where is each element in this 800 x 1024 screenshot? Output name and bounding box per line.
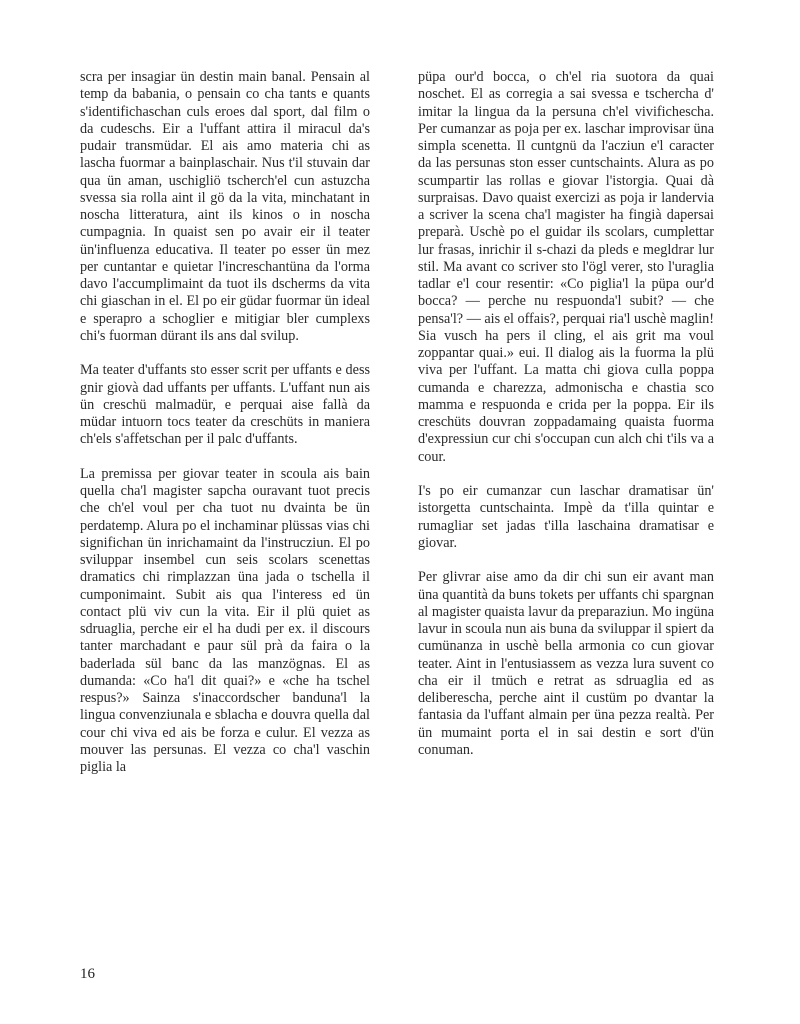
paragraph-left-3: La premissa per giovar teater in scoula ais bain quella cha'l magister sapcha ouravant tuot precis che ch'el voul per cha tuot nu dvainta be ün perdatemp. Alura po el inchaminar plüssas vias chi significhan ün inrichamaint da l'instrucziun. El po sviluppar insembel cun seis scolars scenettas dramatics chi rimplazzan üna jada o tschella il cumponimaint. Subit ais qua l'interess ed ün contact plü viv cun la vita. Eir il plü quiet as sdruaglia, perche eir el ha dudi per ex. il discours tanter marchadant e paur sül prà da faira o la baderlada sül banc da las manzögnas. El as dumanda: «Co ha'l dit quai?» e «che ha tschel respus?» Sainza s'inaccordscher banduna'l la lingua convenziunala e sblacha e douvra quella dal cour chi viva ed ais be forza e culur. El vezza as mouver las persunas. El vezza co cha'l vaschin piglia la <box>80 465 370 775</box>
paragraph-right-3: Per glivrar aise amo da dir chi sun eir avant man üna quantità da buns tokets per uffants chi spargnan al magister quaista lavur da preparaziun. Mo ingüna lavur in scoula nun ais buna da sviluppar il spiert da cumünanza in uschè bella armonia co cun giovar teater. Aint in l'entusiassem as vezza lura suvent co cha eir il tmüch e retrat as sdruaglia ed as deliberescha, perche aint il custüm po dvantar la fantasia da l'uffant almain per üna pezza realtà. Per ün mumaint porta el in sai destin e sort d'ün conuman. <box>418 569 714 758</box>
paragraph-left-2: Ma teater d'uffants sto esser scrit per uffants e dess gnir giovà dad uffants per uffants. L'uffant nun ais ün creschü malmadür, e perquai aise fallà da müdar intuorn tocs teater da creschüts in maniera ch'els s'affetschan per il palc d'uffants. <box>80 362 370 448</box>
page-number: 16 <box>80 966 95 982</box>
paragraph-left-1: scra per insagiar ün destin main banal. Pensain al temp da babania, o pensain co cha tants e quants s'identifichaschan culs eroes dal sport, dal film o da cudeschs. Eir a l'uffant attira il miracul da's pudair transmüdar. El ais amo materia chi as lascha fuormar a bainplaschair. Nus t'il stuvain dar qua ün aman, uschigliö tscherch'el cun astuzcha svessa sia rolla aint il gö da la vita, minchatant in noscha litteratura, aint ils kinos o in noscha cumpagnia. In quaist sen po avair eir il teater ün'influenza educativa. Il teater po esser ün mez per cuntantar e quietar l'increschantüna da l'orma davo l'accumplimaint da tuot ils dscherms da vita chi giaschan in el. El po eir güdar fuormar ün ideal e sperapro a schoglier e mitigiar bler cumplexs chi's fuorman dürant ils ans dal svilup. <box>80 69 370 344</box>
left-column <box>80 69 370 794</box>
paragraph-right-1: püpa our'd bocca, o ch'el ria suotora da quai noschet. El as corregia a sai svessa e tschercha d' imitar la lingua da la persuna ch'el vivifichescha. Per cumanzar as poja per ex. laschar improvisar üna simpla scenetta. Il cuntgnü da l'acziun e'l caracter da las persunas ston esser cuntschaints. Alura as po scumpartir las rollas e giovar l'istorgia. Quai dà surpraisas. Davo quaist exercizi as poja ir landervia a scriver la scena cha'l magister ha fingià dapersai preparà. Uschè po el guidar ils scolars, cumplettar lur frasas, inrichir il s-chazi da pleds e megldrar lur stil. Ma avant co scriver sto l'ögl verer, sto l'uraglia tadlar e'l cour resentir: «Co piglia'l la püpa our'd bocca? — perche nu respuonda'l subit? — che pensa'l? — ais el offais?, perquai ria'l uschè maglin! Sia vusch ha pers il cling, el ais grit ma voul zoppantar quai.» eui. Il dialog ais la fuorma la plü viva per l'uffant. La matta chi giova culla poppa cumanda e charezza, admonischa e chastia sco mamma e respuonda e crida per la poppa. Eir ils creschüts douvran zoppadamaing quaista fuorma d'expressiun cur chi s'occupan cun alch chi t'ils va a cour. <box>418 69 714 465</box>
right-column <box>418 69 714 776</box>
paragraph-right-2: I's po eir cumanzar cun laschar dramatisar ün' istorgetta cuntschainta. Impè da t'illa quintar e rumagliar set jadas t'illa laschaina dramatisar e giovar. <box>418 483 714 551</box>
